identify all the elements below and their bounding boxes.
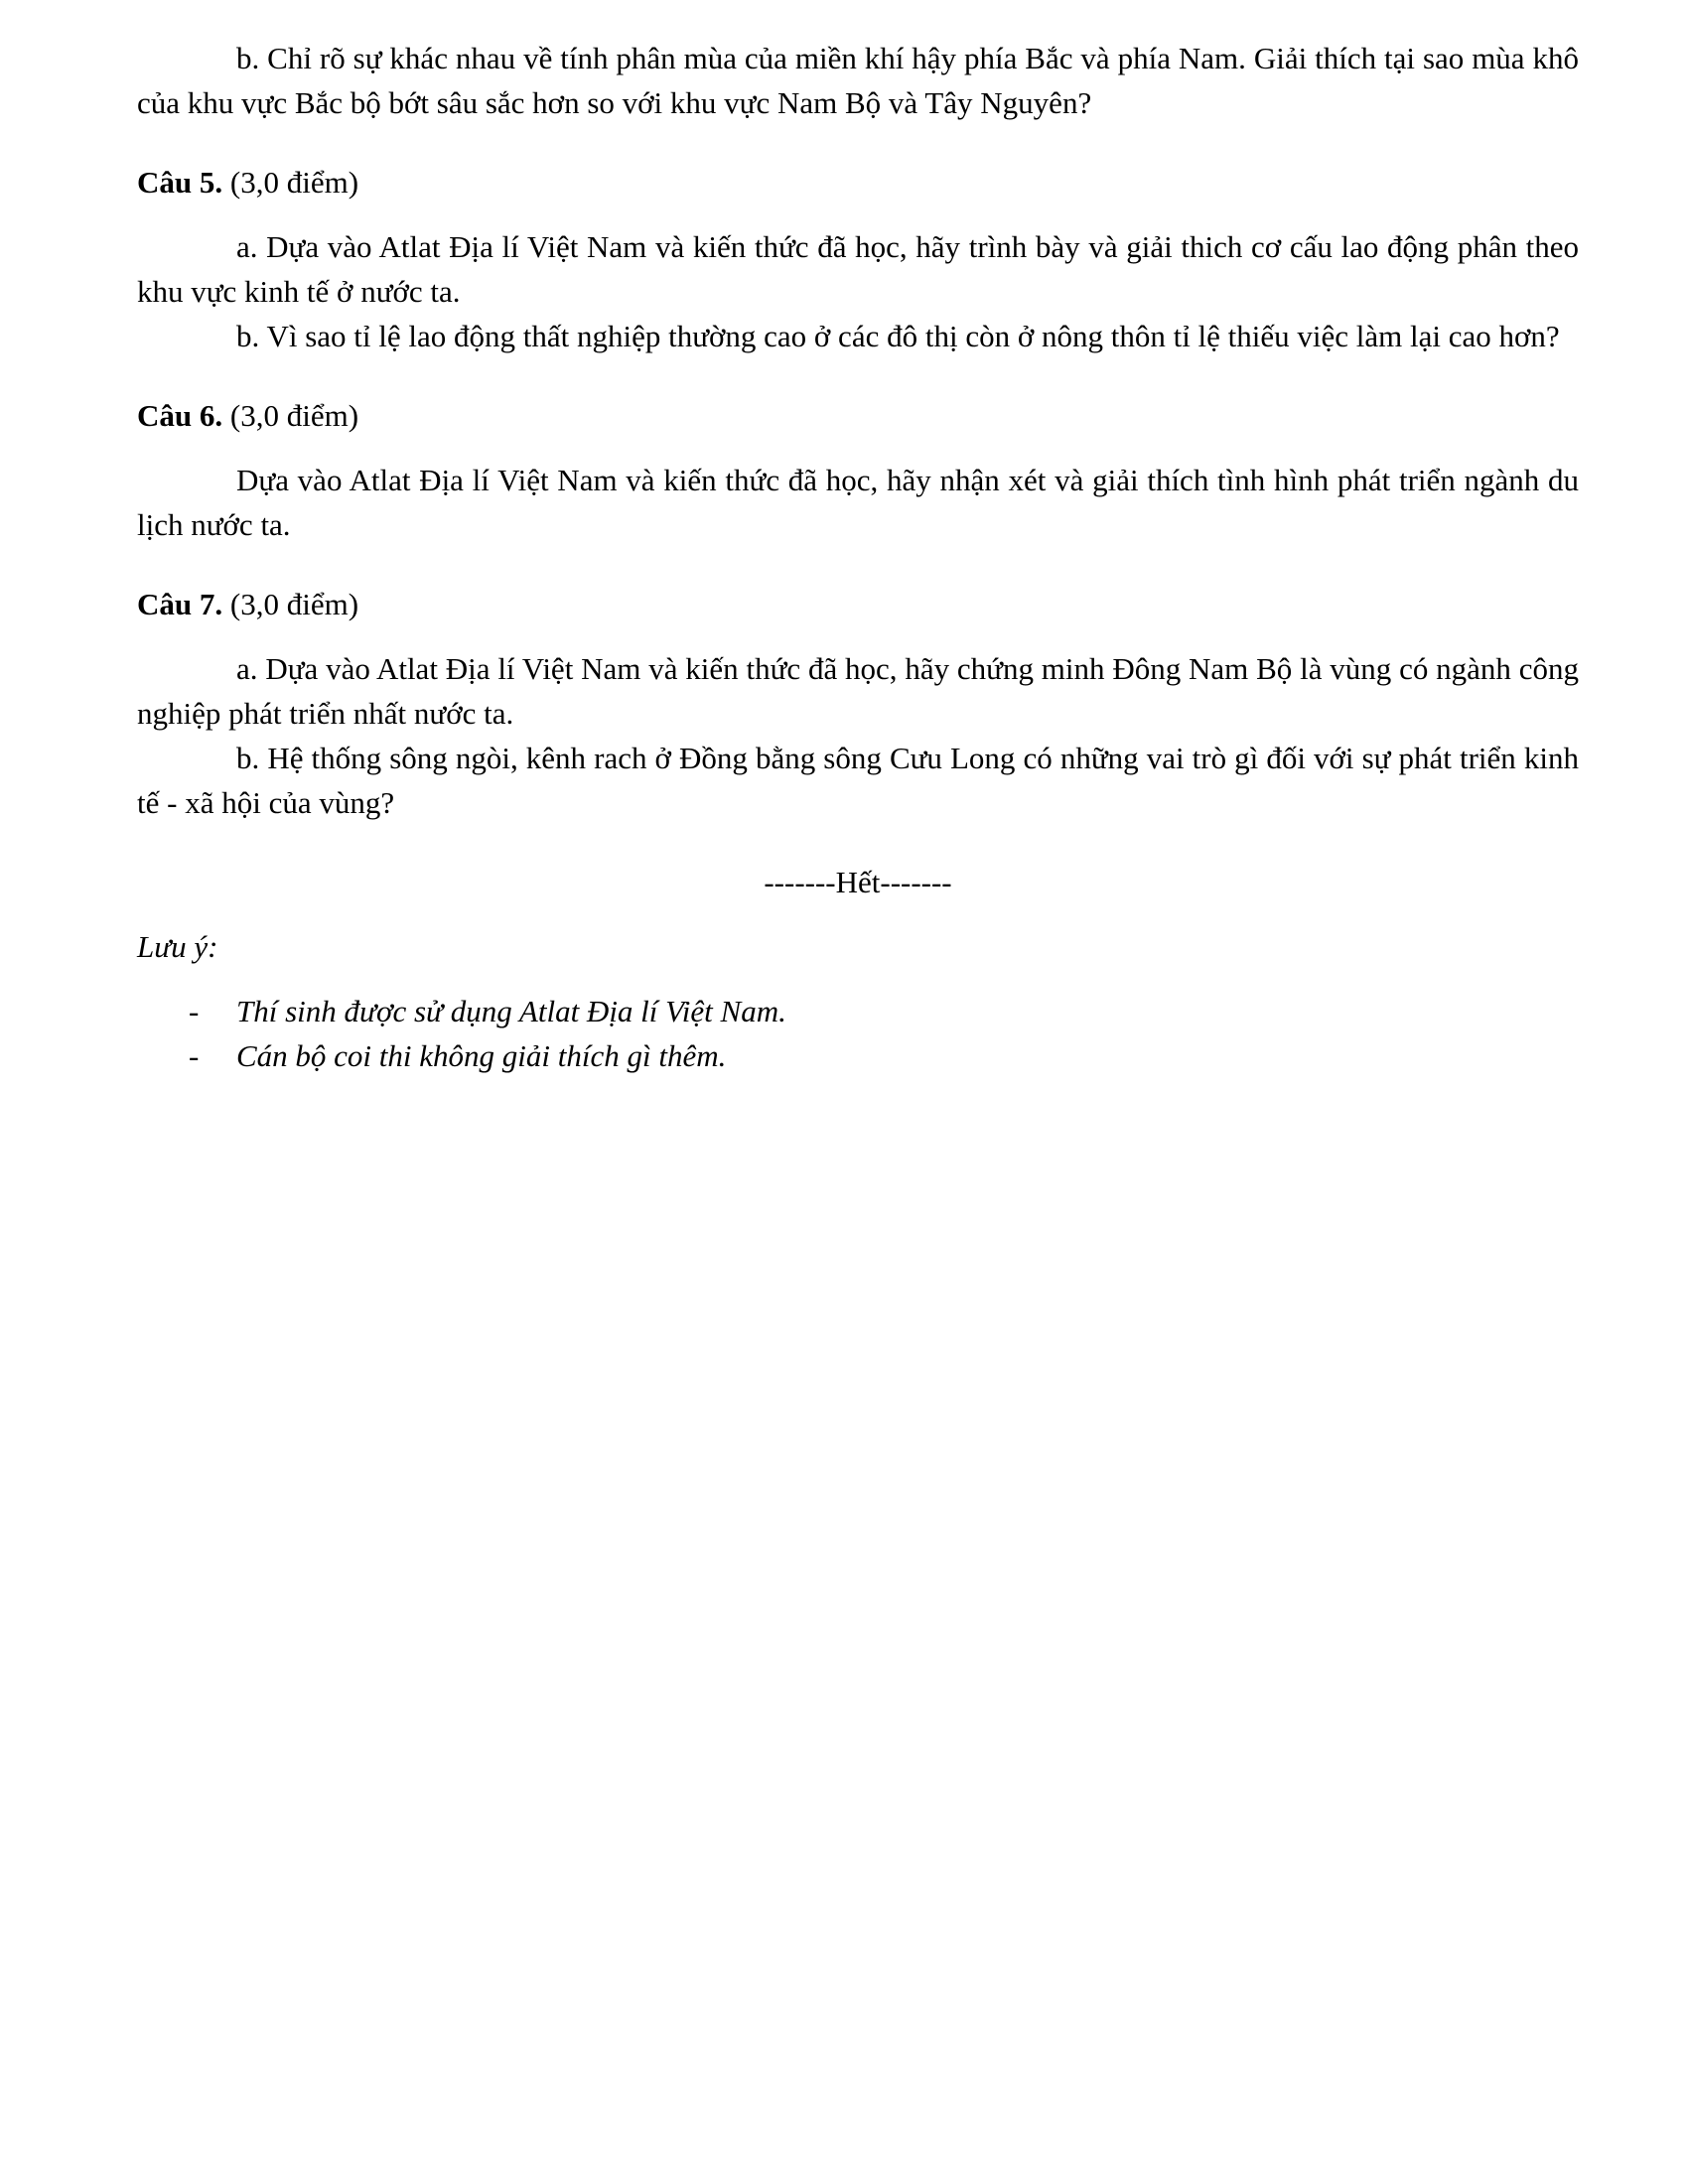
note-label: Lưu ý: [137,929,218,964]
question-5-heading [137,160,1579,205]
question-5-points: (3,0 điểm) [229,165,359,200]
bullet-dash: - [189,1038,200,1073]
note-text: Cán bộ coi thi không giải thích gì thêm. [236,1038,727,1073]
exam-page [137,36,1579,1078]
question-6-heading [137,393,1579,438]
note-item [137,1033,1579,1078]
question-6-label: Câu 6. [137,398,223,433]
question-6-body: Dựa vào Atlat Địa lí Việt Nam và kiến thức đã học, hãy nhận xét và giải thích tình hình phát triển ngành du lịch nước ta. [137,463,1579,542]
question-5-label: Câu 5. [137,165,223,200]
question-7-part-b: b. Hệ thống sông ngòi, kênh rach ở Đồng bằng sông Cưu Long có những vai trò gì đối với sự phát triển kinh tế - xã hội của vùng? [137,741,1579,820]
question-7-heading [137,582,1579,626]
question-4-part-b: b. Chỉ rõ sự khác nhau về tính phân mùa của miền khí hậy phía Bắc và phía Nam. Giải thích tại sao mùa khô của khu vực Bắc bộ bớt sâu sắc hơn so với khu vực Nam Bộ và Tây Nguyên? [137,41,1579,120]
end-of-exam-mark: -------Hết------- [764,865,952,899]
question-7-points: (3,0 điểm) [229,587,359,621]
question-5-part-a: a. Dựa vào Atlat Địa lí Việt Nam và kiến thức đã học, hãy trình bày và giải thich cơ cấu lao động phân theo khu vực kinh tế ở nước ta. [137,229,1579,309]
notes-list [137,989,1579,1078]
note-item [137,989,1579,1033]
question-7-part-a: a. Dựa vào Atlat Địa lí Việt Nam và kiến thức đã học, hãy chứng minh Đông Nam Bộ là vùng có ngành công nghiệp phát triển nhất nước ta. [137,651,1579,731]
question-5-part-b: b. Vì sao tỉ lệ lao động thất nghiệp thường cao ở các đô thị còn ở nông thôn tỉ lệ thiếu việc làm lại cao hơn? [236,319,1560,353]
question-6-points: (3,0 điểm) [229,398,359,433]
question-7-label: Câu 7. [137,587,223,621]
note-text: Thí sinh được sử dụng Atlat Địa lí Việt Nam. [236,994,786,1028]
bullet-dash: - [189,994,200,1028]
